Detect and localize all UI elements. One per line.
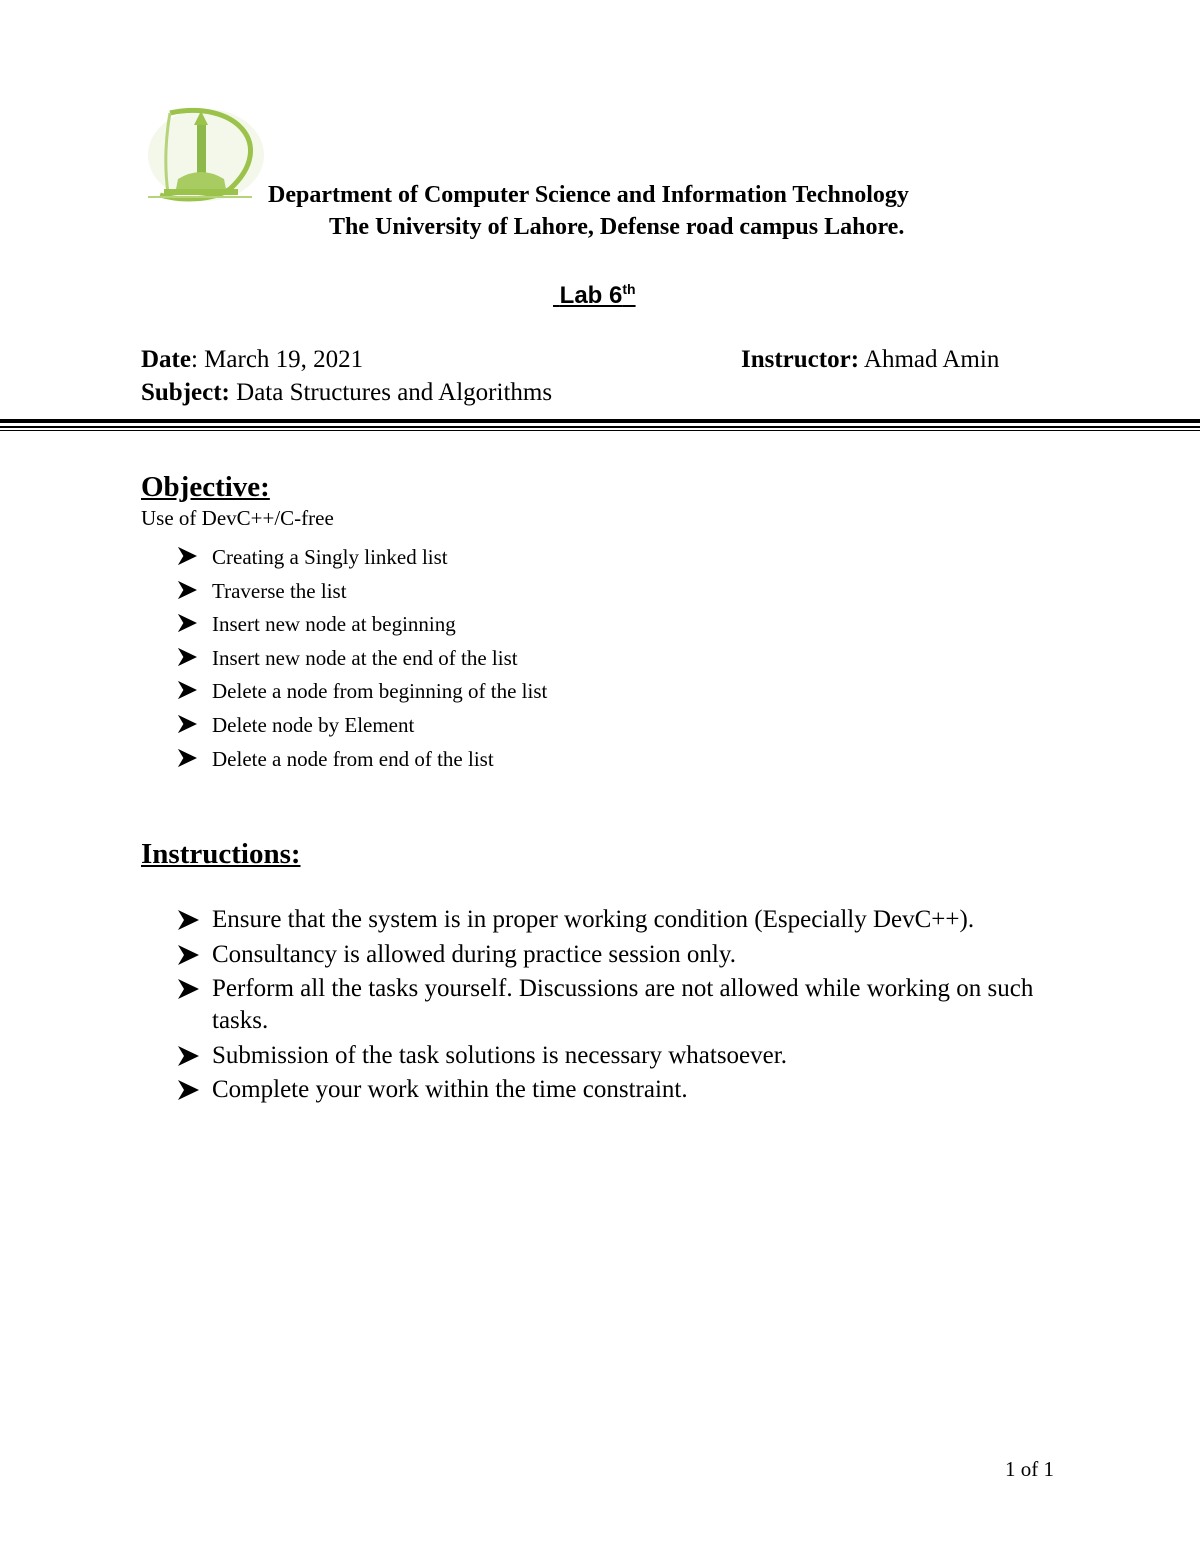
date-value: : March 19, 2021 [190,346,364,373]
objective-list [176,543,547,778]
objective-intro: Use of DevC++/C-free [141,506,334,530]
arrow-bullet-icon [176,1045,200,1067]
header-divider-medium [0,426,1200,428]
instructions-list [176,904,1076,1109]
list-item [176,745,547,779]
list-item [176,904,1076,936]
date-label: Date [141,346,191,373]
list-item [176,644,547,678]
header-divider-thin [0,430,1200,431]
list-item [176,610,547,644]
department-name: Department of Computer Science and Information Technology [268,182,909,208]
arrow-bullet-icon [176,1079,200,1101]
arrow-bullet-icon [176,680,198,700]
list-item [176,543,547,577]
arrow-bullet-icon [176,613,198,633]
header-divider-thick [0,419,1200,423]
arrow-bullet-icon [176,580,198,600]
lab-title [553,281,636,310]
list-item [176,1040,1076,1072]
arrow-bullet-icon [176,546,198,566]
objective-item-text: Delete a node from beginning of the list [212,679,548,704]
university-logo-icon [140,105,268,205]
list-item [176,577,547,611]
subject-value: Data Structures and Algorithms [229,379,553,406]
list-item [176,1074,1076,1106]
list-item [176,677,547,711]
instructor-label: Instructor: [741,346,860,373]
objective-item-text: Delete node by Element [212,712,415,737]
page-number: 1 of 1 [1005,1457,1054,1481]
arrow-bullet-icon [176,909,200,931]
date-line [141,346,363,374]
arrow-bullet-icon [176,748,198,768]
instructor-value: Ahmad Amin [859,346,1000,373]
objective-item-text: Insert new node at beginning [212,612,456,637]
objective-item-text: Creating a Singly linked list [212,545,448,569]
lab-title-superscript: th [622,281,636,297]
arrow-bullet-icon [176,978,200,1000]
subject-line [141,379,552,407]
list-item [176,973,1076,1037]
objective-item-text: Insert new node at the end of the list [212,645,518,670]
list-item [176,939,1076,971]
instruction-item-text: Perform all the tasks yourself. Discussions are not allowed while working on such tasks. [212,975,1034,1034]
instruction-item-text: Consultancy is allowed during practice session only. [212,940,736,968]
instructions-heading: Instructions: [141,838,301,870]
subject-label: Subject: [141,379,230,406]
instruction-item-text: Ensure that the system is in proper working condition (Especially DevC++). [212,906,975,933]
objective-item-text: Traverse the list [212,578,347,603]
arrow-bullet-icon [176,647,198,667]
instruction-item-text: Complete your work within the time constraint. [212,1076,688,1103]
instructor-line [741,346,999,374]
lab-title-text: Lab 6 [559,282,623,309]
objective-item-text: Delete a node from end of the list [212,746,494,771]
objective-heading: Objective: [141,471,270,503]
list-item [176,711,547,745]
university-name: The University of Lahore, Defense road campus Lahore. [329,214,905,240]
arrow-bullet-icon [176,714,198,734]
arrow-bullet-icon [176,944,200,966]
instruction-item-text: Submission of the task solutions is necessary whatsoever. [212,1041,787,1069]
